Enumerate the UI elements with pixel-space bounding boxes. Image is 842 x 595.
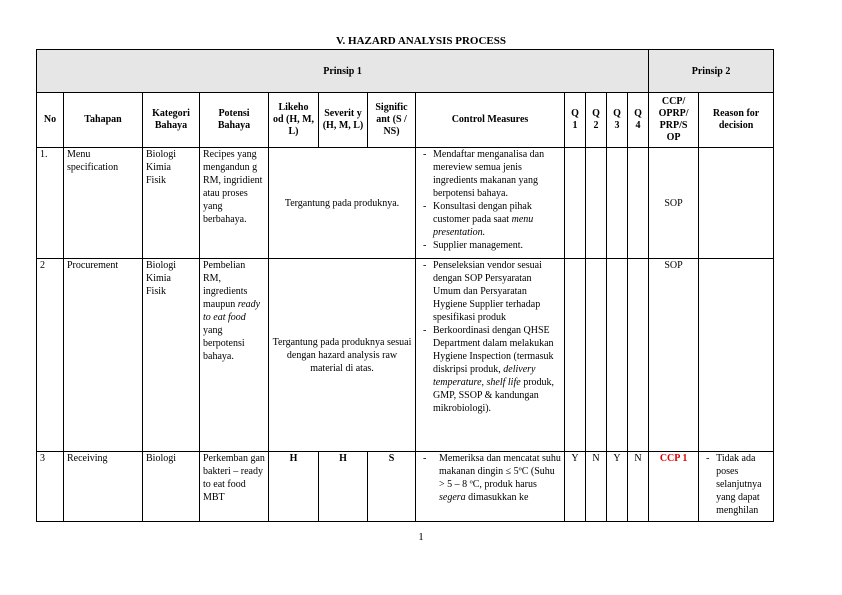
- row-q1: Y: [565, 452, 586, 522]
- row-reason: [699, 452, 774, 522]
- row-ccp: SOP: [649, 259, 699, 452]
- page-number: 1: [418, 531, 424, 543]
- control-item: - Mendaftar menganalisa dan mereview semua jenis ingredients makanan yang berpotensi bahaya.: [419, 148, 561, 200]
- row-merged-assessment: Tergantung pada produknya.: [269, 148, 416, 259]
- header-no: No: [37, 93, 64, 148]
- row-control: [416, 452, 565, 522]
- table-row: [37, 148, 774, 259]
- row-tahapan: Menu specification: [64, 148, 143, 259]
- header-significant: Signific ant (S / NS): [368, 93, 416, 148]
- row-potensi: Perkemban gan bakteri – ready to eat food MBT: [200, 452, 269, 522]
- header-potensi: Potensi Bahaya: [200, 93, 269, 148]
- header-q1: Q 1: [565, 93, 586, 148]
- row-likelihood: H: [269, 452, 319, 522]
- control-item: - Penseleksian vendor sesuai dengan SOP Persyaratan Umum dan Persyaratan Hygiene Supplier terhadap spesifikasi produk: [419, 259, 561, 324]
- header-tahapan: Tahapan: [64, 93, 143, 148]
- row-no: 1.: [37, 148, 64, 259]
- control-item: - Memeriksa dan mencatat suhu makanan dingin ≤ 5ºC (Suhu > 5 – 8 ºC, produk harus segera dimasukkan ke: [419, 452, 561, 504]
- kategori-item: Kimia: [146, 162, 171, 173]
- reason-item: - Tidak ada poses selanjutnya yang dapat menghilan: [702, 452, 770, 517]
- row-ccp: CCP 1: [649, 452, 699, 522]
- row-q2: [586, 148, 607, 259]
- control-item: - Berkoordinasi dengan QHSE Department dalam melakukan Hygiene Inspection (termasuk diskripsi produk, delivery temperature, shelf life produk, GMP, SSOP & kandungan mikrobiologi).: [419, 324, 561, 415]
- row-kategori: [143, 148, 200, 259]
- row-significant: S: [368, 452, 416, 522]
- column-header-row: [37, 93, 774, 148]
- row-potensi: Recipes yang mengandun g RM, ingridient atau proses yang berbahaya.: [200, 148, 269, 259]
- row-potensi: Pembelian RM, ingredients maupun ready to eat food yang berpotensi bahaya.: [200, 259, 269, 452]
- table-row: [37, 452, 774, 522]
- row-kategori: Biologi: [143, 452, 200, 522]
- row-no: 3: [37, 452, 64, 522]
- prinsip-1-header: Prinsip 1: [37, 50, 649, 93]
- page-title: V. HAZARD ANALYSIS PROCESS: [336, 35, 506, 47]
- control-item: - Supplier management.: [419, 239, 561, 252]
- header-q3: Q 3: [607, 93, 628, 148]
- row-q1: [565, 259, 586, 452]
- header-kategori: Kategori Bahaya: [143, 93, 200, 148]
- row-merged-assessment: Tergantung pada produknya sesuai dengan hazard analysis raw material di atas.: [269, 259, 416, 452]
- header-q4: Q 4: [628, 93, 649, 148]
- row-q3: [607, 259, 628, 452]
- control-item: - Konsultasi dengan pihak customer pada saat menu presentation.: [419, 200, 561, 239]
- header-ccp: CCP/ OPRP/ PRP/S OP: [649, 93, 699, 148]
- kategori-item: Biologi: [146, 260, 177, 271]
- row-control: [416, 259, 565, 452]
- row-q1: [565, 148, 586, 259]
- row-q4: [628, 259, 649, 452]
- row-q2: [586, 259, 607, 452]
- row-no: 2: [37, 259, 64, 452]
- row-control: [416, 148, 565, 259]
- header-likelihood: Likeho od (H, M, L): [269, 93, 319, 148]
- kategori-item: Fisik: [146, 286, 167, 297]
- row-q3: Y: [607, 452, 628, 522]
- kategori-item: Fisik: [146, 175, 167, 186]
- row-reason: [699, 148, 774, 259]
- row-reason: [699, 259, 774, 452]
- header-severity: Severit y (H, M, L): [319, 93, 368, 148]
- row-ccp: SOP: [649, 148, 699, 259]
- row-tahapan: Procurement: [64, 259, 143, 452]
- header-reason: Reason for decision: [699, 93, 774, 148]
- row-q4: [628, 148, 649, 259]
- kategori-item: Kimia: [146, 273, 171, 284]
- row-q2: N: [586, 452, 607, 522]
- row-severity: H: [319, 452, 368, 522]
- row-q4: N: [628, 452, 649, 522]
- table-row: [37, 259, 774, 452]
- header-control: Control Measures: [416, 93, 565, 148]
- header-q2: Q 2: [586, 93, 607, 148]
- row-kategori: [143, 259, 200, 452]
- prinsip-2-header: Prinsip 2: [649, 50, 774, 93]
- row-tahapan: Receiving: [64, 452, 143, 522]
- hazard-analysis-table: [36, 49, 774, 522]
- prinsip-row: [37, 50, 774, 93]
- kategori-item: Biologi: [146, 149, 177, 160]
- row-q3: [607, 148, 628, 259]
